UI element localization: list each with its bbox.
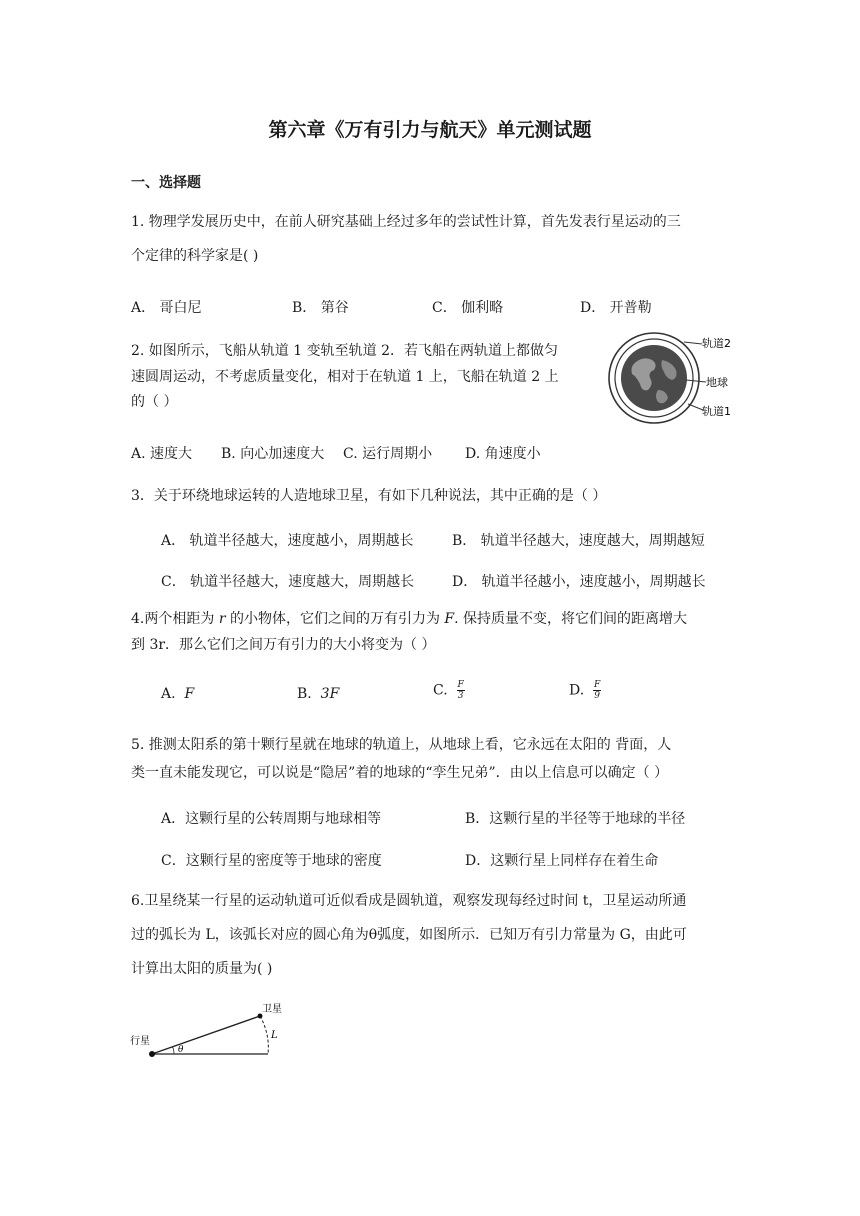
q4-option-d: D. $\frac{F}{9}$	[569, 680, 601, 701]
q5-stem-line1: 5. 推测太阳系的第十颗行星就在地球的轨道上，从地球上看，它永远在太阳的 背面，人	[131, 737, 672, 753]
planet-label: 行星	[130, 1036, 150, 1047]
q4-option-a: A. F	[161, 686, 195, 702]
q5-option-c: C．这颗行星的密度等于地球的密度	[161, 853, 382, 869]
q3-option-c: C． 轨道半径越大，速度越大，周期越长	[161, 574, 415, 590]
planet-dot	[149, 1051, 155, 1057]
q6-stem-line3: 计算出太阳的质量为( )	[131, 961, 273, 977]
q6-stem-line1: 6.卫星绕某一行星的运动轨道可近似看成是圆轨道，观察发现每经过时间 t，卫星运动所通	[131, 893, 687, 909]
earth-globe	[621, 345, 687, 411]
q3-option-b: B． 轨道半径越大，速度越大，周期越短	[452, 533, 705, 549]
page-title: 第六章《万有引力与航天》单元测试题	[268, 119, 592, 141]
angle-label: θ	[178, 1045, 184, 1055]
orbit2-label: 轨道2	[702, 337, 731, 350]
q3-stem: 3．关于环绕地球运转的人造地球卫星，有如下几种说法，其中正确的是（ ）	[131, 488, 607, 504]
q2-option-a: A. 速度大	[131, 446, 193, 462]
q4-stem-line2: 到 3r．那么它们之间万有引力的大小将变为（ ）	[131, 637, 436, 653]
q1-option-c: C． 伽利略	[432, 300, 504, 316]
radius-line	[152, 1016, 260, 1054]
fraction-f-over-9: $\frac{F}{9}$	[593, 680, 601, 701]
q4-stem-line1: 4.两个相距为 r 的小物体，它们之间的万有引力为 F. 保持质量不变，将它们间的距离增大	[131, 611, 688, 627]
q2-option-c: C. 运行周期小	[343, 446, 433, 462]
orbit-figure	[606, 330, 740, 426]
orbit1-label: 轨道1	[702, 405, 731, 418]
arc-length-label: L	[271, 1030, 278, 1041]
q2-option-d: D. 角速度小	[465, 446, 541, 462]
arc-L	[260, 1016, 268, 1054]
q1-option-d: D． 开普勒	[580, 300, 652, 316]
q1-option-b: B． 第谷	[292, 300, 349, 316]
q1-stem-line2: 个定律的科学家是( )	[131, 248, 259, 264]
q5-option-a: A．这颗行星的公转周期与地球相等	[161, 811, 382, 827]
satellite-figure	[128, 1000, 298, 1064]
q2-stem-line1: 2. 如图所示，飞船从轨道 1 变轨至轨道 2．若飞船在两轨道上都做匀	[131, 343, 558, 359]
q4-option-c: C. $\frac{F}{3}$	[433, 680, 464, 701]
var-r: r	[218, 611, 226, 627]
var-F: F	[444, 611, 455, 627]
q1-stem-line1: 1. 物理学发展历史中，在前人研究基础上经过多年的尝试性计算，首先发表行星运动的三	[131, 214, 681, 230]
q5-option-b: B．这颗行星的半径等于地球的半径	[465, 811, 686, 827]
q1-option-a: A． 哥白尼	[131, 300, 202, 316]
q3-option-d: D． 轨道半径越小，速度越小，周期越长	[452, 574, 706, 590]
q5-stem-line2: 类一直未能发现它，可以说是“隐居”着的地球的“孪生兄弟”．由以上信息可以确定（ ）	[131, 765, 669, 781]
q2-stem-line2: 速圆周运动，不考虑质量变化，相对于在轨道 1 上，飞船在轨道 2 上	[131, 369, 559, 385]
q2-stem-line3: 的（ ）	[131, 394, 178, 410]
q3-option-a: A． 轨道半径越大，速度越小，周期越长	[161, 533, 414, 549]
satellite-label: 卫星	[262, 1004, 282, 1015]
earth-label: 地球	[706, 376, 728, 389]
q2-option-b: B. 向心加速度大	[221, 446, 325, 462]
q4-option-b: B. 3F	[297, 686, 340, 702]
fraction-f-over-3: $\frac{F}{3}$	[457, 680, 464, 701]
q6-stem-line2: 过的弧长为 L，该弧长对应的圆心角为θ弧度，如图所示．已知万有引力常量为 G，由此可	[131, 927, 687, 943]
section-heading: 一、选择题	[131, 175, 201, 191]
q5-option-d: D．这颗行星上同样存在着生命	[465, 853, 659, 869]
